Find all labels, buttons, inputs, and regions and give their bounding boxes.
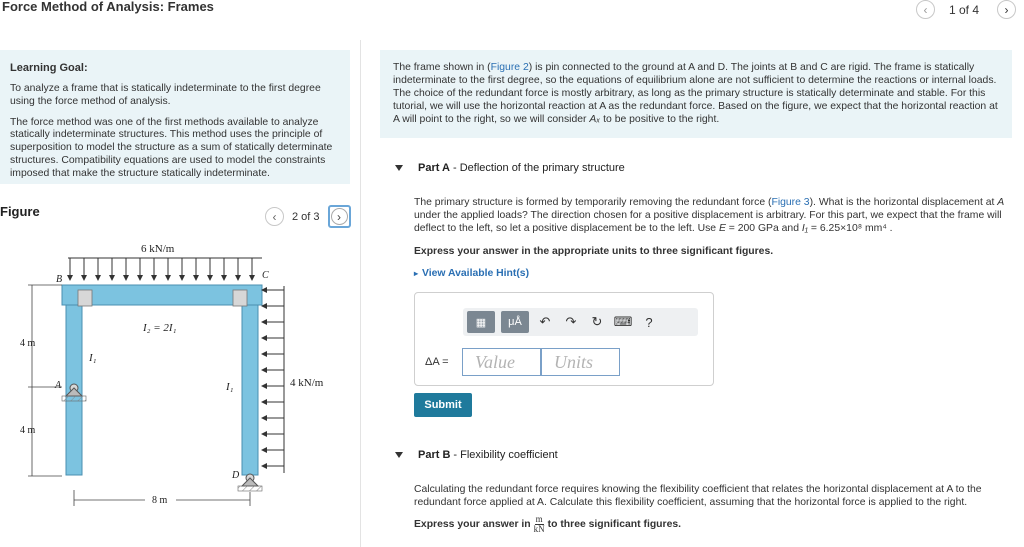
chevron-right-icon: › bbox=[331, 208, 348, 225]
submit-button[interactable]: Submit bbox=[414, 393, 472, 417]
frame-diagram bbox=[0, 238, 355, 508]
problem-intro-text: The frame shown in (Figure 2) is pin connected to the ground at A and D. The joints at B and C are rigid. The frame is statically indeterminate to the first degree, so the equations of equilibrium alone are not sufficient to determine the reactions or internal loads. The choice of the redundant force is mostly arbitrary, as long as the primary structure is statically determinate and stable. For this tutorial, we will use the horizontal reaction at A as the redundant force. Based on the figure, we expect that the horizontal reaction at A will point to the right, so we will consider Aₓ to be positive to the right. bbox=[393, 62, 998, 125]
learning-goal-paragraph: To analyze a frame that is statically indeterminate to the first degree using the force method of analysis. bbox=[10, 83, 321, 107]
answer-panel bbox=[414, 292, 714, 386]
figure-pager bbox=[265, 205, 351, 228]
reset-icon[interactable]: ↻ bbox=[591, 314, 603, 329]
figure-count: 2 of 3 bbox=[292, 210, 320, 223]
next-problem-button[interactable] bbox=[997, 0, 1016, 19]
part-b-instruction: Express your answer in m kN to three significant figures. bbox=[414, 514, 682, 534]
caret-right-icon: ▸ bbox=[414, 269, 419, 278]
learning-goal-box bbox=[0, 50, 350, 184]
help-icon[interactable]: ? bbox=[645, 314, 653, 330]
template-icon[interactable]: ▦ bbox=[467, 311, 495, 333]
joint-b-plate bbox=[78, 290, 92, 306]
node-b-label: B bbox=[56, 274, 63, 285]
lower-height-dimension: 4 m bbox=[20, 425, 36, 436]
problem-intro-box bbox=[380, 50, 1012, 138]
node-d-label: D bbox=[232, 470, 240, 481]
part-a-text: The primary structure is formed by temporarily removing the redundant force (Figure 3). What is the horizontal displacement at A under the applied loads? The direction chosen for a positive displacement is arbitrary. For this part, we expect that the frame will deflect to the left, so let a positive displacement be to the left. Use E = 200 GPa and I₁ = 6.25×10⁸ mm⁴ . bbox=[414, 197, 1005, 234]
part-a-title: - Deflection of the primary structure bbox=[453, 162, 625, 174]
figure-3-link[interactable]: Figure 3 bbox=[771, 197, 810, 208]
value-input[interactable]: Value bbox=[462, 348, 541, 376]
view-hints-link[interactable]: ▸ View Available Hint(s) bbox=[414, 268, 530, 279]
keyboard-icon[interactable]: ⌨ bbox=[613, 314, 633, 329]
ax-variable: Aₓ bbox=[589, 114, 601, 125]
answer-label: ΔA = bbox=[425, 356, 449, 368]
node-c-label: C bbox=[262, 270, 269, 281]
page-title: Force Method of Analysis: Frames bbox=[2, 0, 214, 14]
collapse-triangle-icon bbox=[395, 452, 403, 458]
right-column-inertia-label: I₁ bbox=[226, 381, 234, 393]
prev-problem-button[interactable] bbox=[916, 0, 935, 19]
collapse-triangle-icon bbox=[395, 165, 403, 171]
left-column-inertia-label: I₁ bbox=[89, 352, 97, 364]
math-toolbar bbox=[463, 308, 698, 336]
problem-count: 1 of 4 bbox=[948, 2, 979, 17]
span-dimension: 8 m bbox=[152, 495, 168, 506]
beam-inertia-label: I₂ = 2I₁ bbox=[143, 322, 177, 334]
part-b-label: Part B bbox=[418, 449, 451, 461]
learning-goal-paragraph: The force method was one of the first methods available to analyze statically indeterminate structures. This method uses the principle of superposition to model the structure as a sum of statically determinate structures. Compatibility equations are used to model the constraints imposed that make the structure statically indeterminate. bbox=[10, 116, 333, 179]
next-figure-button[interactable] bbox=[328, 205, 351, 228]
undo-icon[interactable]: ↶ bbox=[539, 314, 551, 329]
frame-right-column bbox=[242, 305, 258, 475]
node-a-label: A bbox=[55, 380, 62, 391]
redo-icon[interactable]: ↷ bbox=[565, 314, 577, 329]
figure-2-link[interactable]: Figure 2 bbox=[490, 62, 529, 73]
side-distributed-load bbox=[262, 286, 284, 473]
units-input[interactable]: Units bbox=[541, 348, 620, 376]
joint-c-plate bbox=[233, 290, 247, 306]
chevron-left-icon: ‹ bbox=[272, 209, 277, 224]
problem-pager bbox=[916, 0, 1016, 19]
unit-fraction: m kN bbox=[533, 514, 545, 534]
learning-goal-heading: Learning Goal: bbox=[10, 62, 88, 74]
chevron-left-icon: ‹ bbox=[923, 2, 928, 17]
top-load-label: 6 kN/m bbox=[141, 243, 175, 255]
prev-figure-button[interactable] bbox=[265, 207, 284, 226]
top-distributed-load bbox=[68, 258, 262, 280]
part-b-text: Calculating the redundant force requires knowing the flexibility coefficient that relates the horizontal displacement at A to the redundant force applied at A. Calculate this flexibility coefficient, assuming that the horizontal force is applied to the right. bbox=[414, 484, 982, 508]
support-d bbox=[238, 474, 262, 491]
side-load-label: 4 kN/m bbox=[290, 377, 324, 389]
column-divider bbox=[360, 40, 361, 547]
upper-height-dimension: 4 m bbox=[20, 338, 36, 349]
part-b-header[interactable] bbox=[395, 449, 558, 461]
part-a-label: Part A bbox=[418, 162, 450, 174]
chevron-right-icon: › bbox=[1004, 2, 1009, 17]
units-icon[interactable]: μÅ bbox=[501, 311, 529, 333]
part-b-title: - Flexibility coefficient bbox=[453, 449, 558, 461]
part-a-header[interactable] bbox=[395, 162, 625, 174]
part-a-instruction: Express your answer in the appropriate units to three significant figures. bbox=[414, 246, 774, 257]
figure-label: Figure bbox=[0, 204, 40, 219]
